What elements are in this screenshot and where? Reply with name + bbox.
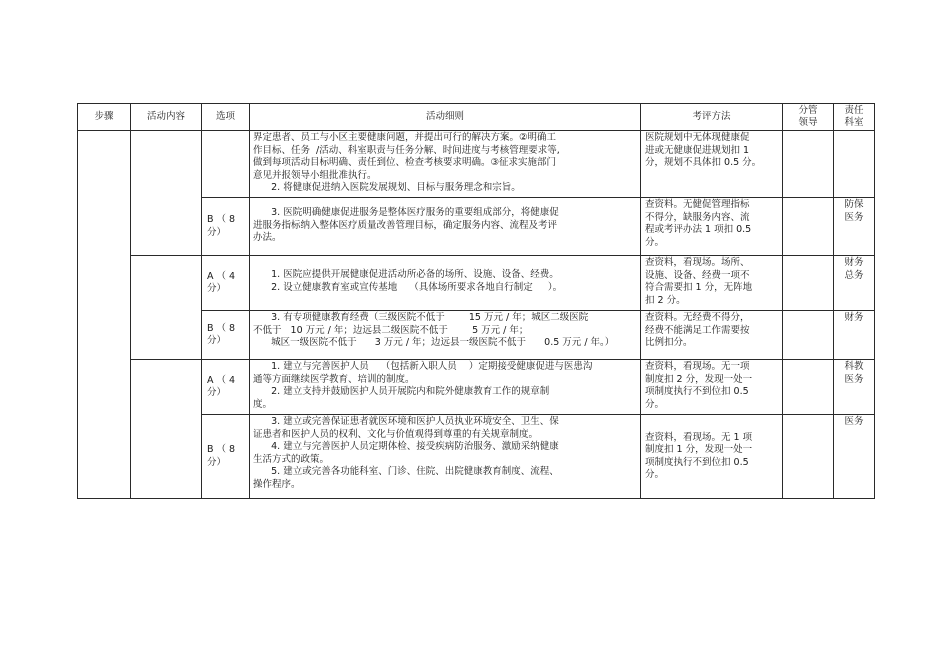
table-row <box>78 256 875 311</box>
detail-cell <box>250 360 641 415</box>
header-step: 步骤 <box>78 104 131 131</box>
evaluation-table <box>77 103 875 499</box>
step-cell <box>78 131 131 499</box>
dept-cell: 科教 医务 <box>834 360 875 415</box>
detail-cell <box>250 198 641 256</box>
method-cell: 查资料。无健促管理指标 不得分，缺服务内容、流 程或考评办法 1 项扣 0.5 分。 <box>641 198 783 256</box>
detail-line: 度。 <box>253 398 273 410</box>
leader-cell <box>783 131 834 198</box>
header-detail: 活动细则 <box>250 104 641 131</box>
header-content: 活动内容 <box>131 104 202 131</box>
leader-cell <box>783 198 834 256</box>
detail-line: 3. 建立或完善保证患者就医环境和医护人员执业环境安全、卫生、保 <box>253 416 559 427</box>
detail-line: 意见并报领导小组批准执行。 <box>253 169 377 181</box>
header-option: 选项 <box>202 104 250 131</box>
dept-cell: 防保 医务 <box>834 198 875 256</box>
option-cell: B （ 8 分） <box>202 311 250 360</box>
detail-line: 3. 有专项健康教育经费（三级医院不低于 15 万元 / 年；城区二级医院 <box>253 312 589 323</box>
detail-line: 通等方面继续医学教育、培训的制度。 <box>253 373 415 385</box>
detail-line: 2. 设立健康教育室或宣传基地 （具体场所要求各地自行制定 ）。 <box>253 281 563 293</box>
detail-line: 进服务指标纳入整体医疗质量改善管理目标，确定服务内容、流程及考评 <box>253 219 558 231</box>
detail-line: 1. 建立与完善医护人员 （包括新入职人员 ）定期接受健康促进与医患沟 <box>253 361 593 372</box>
header-leader: 分管 领导 <box>783 104 834 131</box>
dept-cell: 医务 <box>834 415 875 499</box>
detail-cell <box>250 256 641 311</box>
leader-cell <box>783 360 834 415</box>
detail-cell <box>250 311 641 360</box>
leader-cell <box>783 256 834 311</box>
detail-line: 5. 建立或完善各功能科室、门诊、住院、出院健康教育制度、流程、 <box>253 466 559 477</box>
detail-line: 证患者和医护人员的权利、文化与价值观得到尊重的有关规章制度。 <box>253 428 539 440</box>
dept-cell: 财务 总务 <box>834 256 875 311</box>
option-cell: B （ 8 分） <box>202 198 250 256</box>
header-method: 考评方法 <box>641 104 783 131</box>
dept-cell <box>834 131 875 198</box>
detail-line: 城区一级医院不低于 3 万元 / 年；边远县一级医院不低于 0.5 万元 / 年。） <box>253 337 615 348</box>
method-cell: 查资料，看现场。无一项 制度扣 2 分，发现一处一 项制度执行不到位扣 0.5 分。 <box>641 360 783 415</box>
content-cell-1-5 <box>131 360 202 499</box>
header-dept: 责任 科室 <box>834 104 875 131</box>
dept-cell: 财务 <box>834 311 875 360</box>
detail-line: 生活方式的政策。 <box>253 453 330 465</box>
table-row <box>78 360 875 415</box>
method-cell: 医院规划中无体现健康促 进或无健康促进规划扣 1 分，规划不具体扣 0.5 分。 <box>641 131 783 198</box>
method-cell: 查资料，看现场。场所、 设施、设备、经费一项不 符合需要扣 1 分，无阵地 扣 2 分。 <box>641 256 783 311</box>
detail-cell <box>250 131 641 198</box>
detail-line: 不低于 10 万元 / 年；边远县二级医院不低于 5 万元 / 年； <box>253 324 529 336</box>
detail-line: 4. 建立与完善医护人员定期体检、接受疾病防治服务、激励采纳健康 <box>253 441 559 452</box>
method-cell: 查资料，看现场。无 1 项 制度扣 1 分，发现一处一 项制度执行不到位扣 0.5 分。 <box>641 415 783 499</box>
detail-line: 2. 建立支持并鼓励医护人员开展院内和院外健康教育工作的规章制 <box>253 386 550 397</box>
option-cell-empty <box>202 131 250 198</box>
option-cell: A （ 4 分） <box>202 360 250 415</box>
detail-line: 作目标、任务 /活动、科室职责与任务分解、时间进度与考核管理要求等, <box>253 144 560 156</box>
table-row <box>78 131 875 198</box>
content-cell-1-4 <box>131 256 202 360</box>
leader-cell <box>783 415 834 499</box>
option-cell: B （ 8 分） <box>202 415 250 499</box>
detail-line: 1. 医院应提供开展健康促进活动所必备的场所、设施、设备、经费。 <box>253 269 559 280</box>
detail-cell <box>250 415 641 499</box>
detail-line: 3. 医院明确健康促进服务是整体医疗服务的重要组成部分，将健康促 <box>253 207 559 218</box>
detail-line: 界定患者、员工与小区主要健康问题，并提出可行的解决方案。②明确工 <box>253 132 557 143</box>
detail-line: 做到每项活动目标明确、责任到位、检查考核要求明确。③征求实施部门 <box>253 157 557 168</box>
option-cell: A （ 4 分） <box>202 256 250 311</box>
content-cell-continued <box>131 131 202 256</box>
method-cell: 查资料。无经费不得分， 经费不能满足工作需要按 比例扣分。 <box>641 311 783 360</box>
leader-cell <box>783 311 834 360</box>
header-row <box>78 104 875 131</box>
detail-line: 2. 将健康促进纳入医院发展规划、目标与服务理念和宗旨。 <box>253 182 521 193</box>
detail-line: 办法。 <box>253 232 282 243</box>
detail-line: 操作程序。 <box>253 478 301 490</box>
